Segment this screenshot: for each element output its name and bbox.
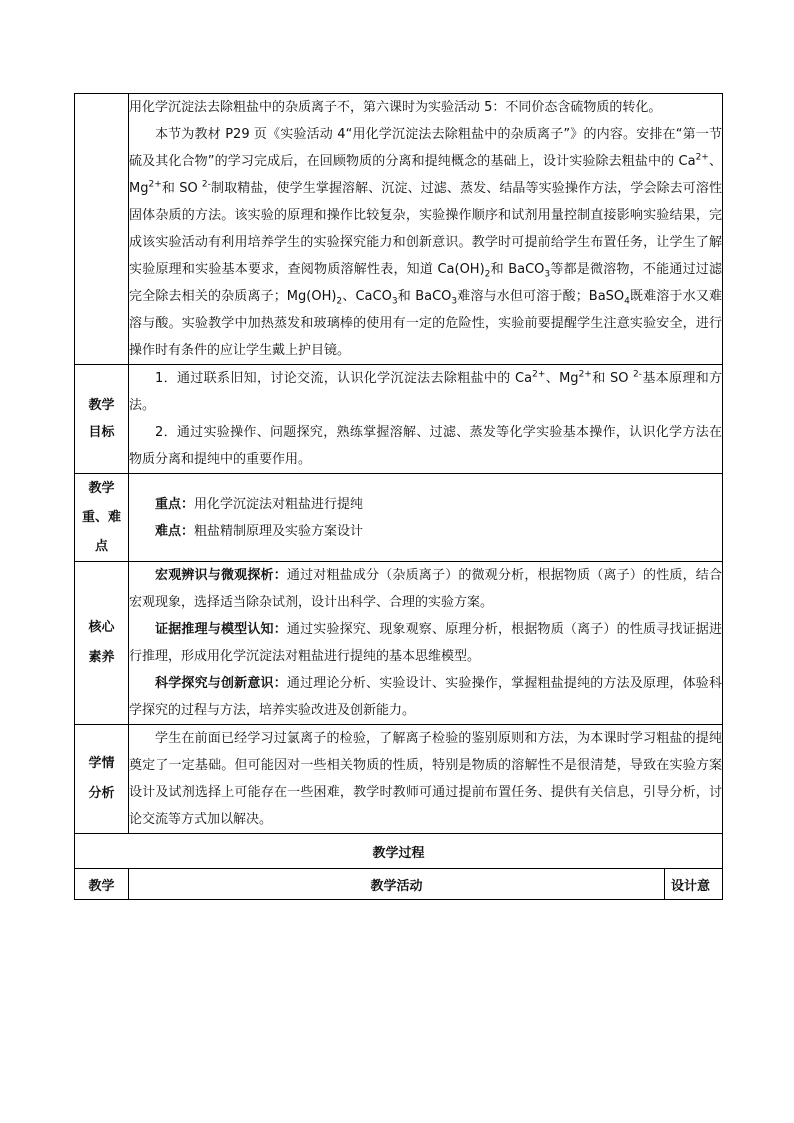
goal-item-2: 2．通过实验操作、问题探究，熟练掌握溶解、过滤、蒸发等化学实验基本操作，认识化学方法在物质分离和提纯中的重要作用。 (129, 425, 723, 467)
core-item-3 (129, 670, 722, 724)
core-content-cell (129, 562, 723, 725)
goal-row (75, 365, 723, 474)
learn-text: 学生在前面已经学习过氯离子的检验，了解离子检验的鉴别原则和方法，为本课时学习粗盐的提纯奠定了一定基础。但可能因对一些相关物质的性质，特别是物质的溶解性不是很清楚，导致在实验方案设计及试剂选择上可能存在一些困难，教学时教师可通过提前布置任务、提供有关信息，引导分析，讨论交流等方式加以解决。 (129, 731, 723, 827)
intro-label-cell (75, 94, 129, 365)
goal-label-line1: 教学 (88, 398, 115, 413)
key-row (75, 474, 723, 562)
superscript: 2+ (695, 152, 709, 163)
intro-content-cell (129, 94, 723, 365)
learn-label-line1: 学情 (88, 756, 115, 771)
subscript: 3 (391, 296, 398, 307)
subscript: 3 (544, 269, 551, 280)
superscript: 2+ (578, 369, 592, 380)
intro-paragraph: 本节为教材 P29 页《实验活动 4“用化学沉淀法去除粗盐中的杂质离子”》的内容。安排在“第一节 硫及其化合物”的学习完成后，在回顾物质的分离和提纯概念的基础上，设计实验除去粗盐中的 $Ca^{2+}$、$Mg^{2+}$和 SO $^{2-}$制取精盐，使学生掌握溶解、沉淀、过滤、蒸发、结晶等实验操作方法，学会除去可溶性固体杂质的方法。该实验的原理和操作比较复杂，实验操作顺序和试剂用量控制直接影响实验结果，完成该实验活动有利用培养学生的实验探究能力和创新意识。教学时可提前给学生布置任务，让学生了解实验原理和实验基本要求，查阅物质溶解性表，知道 $Ca(OH)_2$和 BaCO$_3$等都是微溶物，不能通过过滤完全除去相关的杂质离子；$Mg(OH)_2$、CaCO$_3$和 BaCO$_3$难溶与水但可溶于酸；BaSO$_4$既难溶于水又难溶与酸。实验教学中加热蒸发和玻璃棒的使用有一定的危险性，实验前要提醒学生注意实验安全，进行操作时有条件的应让学生戴上护目镜。 (129, 127, 723, 358)
lesson-plan-table (74, 93, 723, 900)
core-item-2-label: 证据推理与模型认知： (155, 622, 287, 637)
key-label-line2: 重、难 (81, 510, 121, 525)
key-content-cell (129, 474, 723, 562)
core-item-1 (129, 562, 722, 616)
core-item-1-text: 通过对粗盐成分（杂质离子）的微观分析，根据物质（离子）的性质，结合宏观现象，选择适当除杂试剂，设计出科学、合理的实验方案。 (129, 568, 722, 610)
subscript: 2 (336, 296, 343, 307)
key-difficulty-label: 难点： (155, 523, 195, 539)
key-difficulty-text: 粗盐精制原理及实验方案设计 (194, 523, 364, 539)
learn-row (75, 725, 723, 834)
core-item-3-text: 通过理论分析、实验设计、实验操作，掌握粗盐提纯的方法及原理，体验科学探究的过程与方法，培养实验改进及创新能力。 (129, 676, 722, 718)
core-label (75, 562, 129, 725)
superscript: 2- (632, 369, 642, 380)
core-item-2 (129, 616, 722, 670)
goal-label-line2: 目标 (88, 425, 115, 440)
process-col-activity: 教学活动 (129, 869, 665, 900)
learn-content-cell (129, 725, 723, 834)
core-item-3-label: 科学探究与创新意识： (155, 676, 287, 691)
key-difficulty (129, 518, 722, 545)
key-label-line1: 教学 (88, 481, 115, 496)
key-focus-text: 用化学沉淀法对粗盐进行提纯 (194, 496, 364, 512)
core-row (75, 562, 723, 725)
subscript: 3 (451, 296, 458, 307)
superscript: 2+ (148, 179, 162, 190)
process-header-row (75, 869, 723, 900)
learn-label-line2: 分析 (88, 786, 115, 801)
intro-row (75, 94, 723, 365)
key-focus (129, 491, 722, 518)
core-label-line2: 素养 (88, 650, 115, 665)
core-item-1-label: 宏观辨识与微观探析： (155, 568, 287, 583)
subscript: 2 (484, 269, 491, 280)
core-label-line1: 核心 (88, 620, 115, 635)
goal-content-cell (129, 365, 723, 474)
process-col-intent: 设计意 (665, 869, 723, 900)
process-title-row (75, 834, 723, 869)
goal-label (75, 365, 129, 474)
key-label (75, 474, 129, 562)
process-title: 教学过程 (75, 834, 723, 869)
key-label-line3: 点 (94, 539, 108, 554)
key-focus-label: 重点： (155, 496, 195, 512)
subscript: 4 (624, 296, 630, 307)
intro-line1: 用化学沉淀法去除粗盐中的杂质离子不，第六课时为实验活动 5：不同价态含硫物质的转化。 (129, 100, 662, 115)
learn-label (75, 725, 129, 834)
superscript: 2- (201, 179, 211, 190)
process-col-stage: 教学 (75, 869, 129, 900)
core-item-2-text: 通过实验探究、现象观察、原理分析，根据物质（离子）的性质寻找证据进行推理，形成用化学沉淀法对粗盐进行提纯的基本思维模型。 (129, 622, 722, 664)
superscript: 2+ (532, 369, 546, 380)
goal-item-1: 1．通过联系旧知，讨论交流，认识化学沉淀法去除粗盐中的 $Ca^{2+}$、$Mg^{2+}$和 SO $^{2-}$基本原理和方法。 (129, 369, 723, 413)
